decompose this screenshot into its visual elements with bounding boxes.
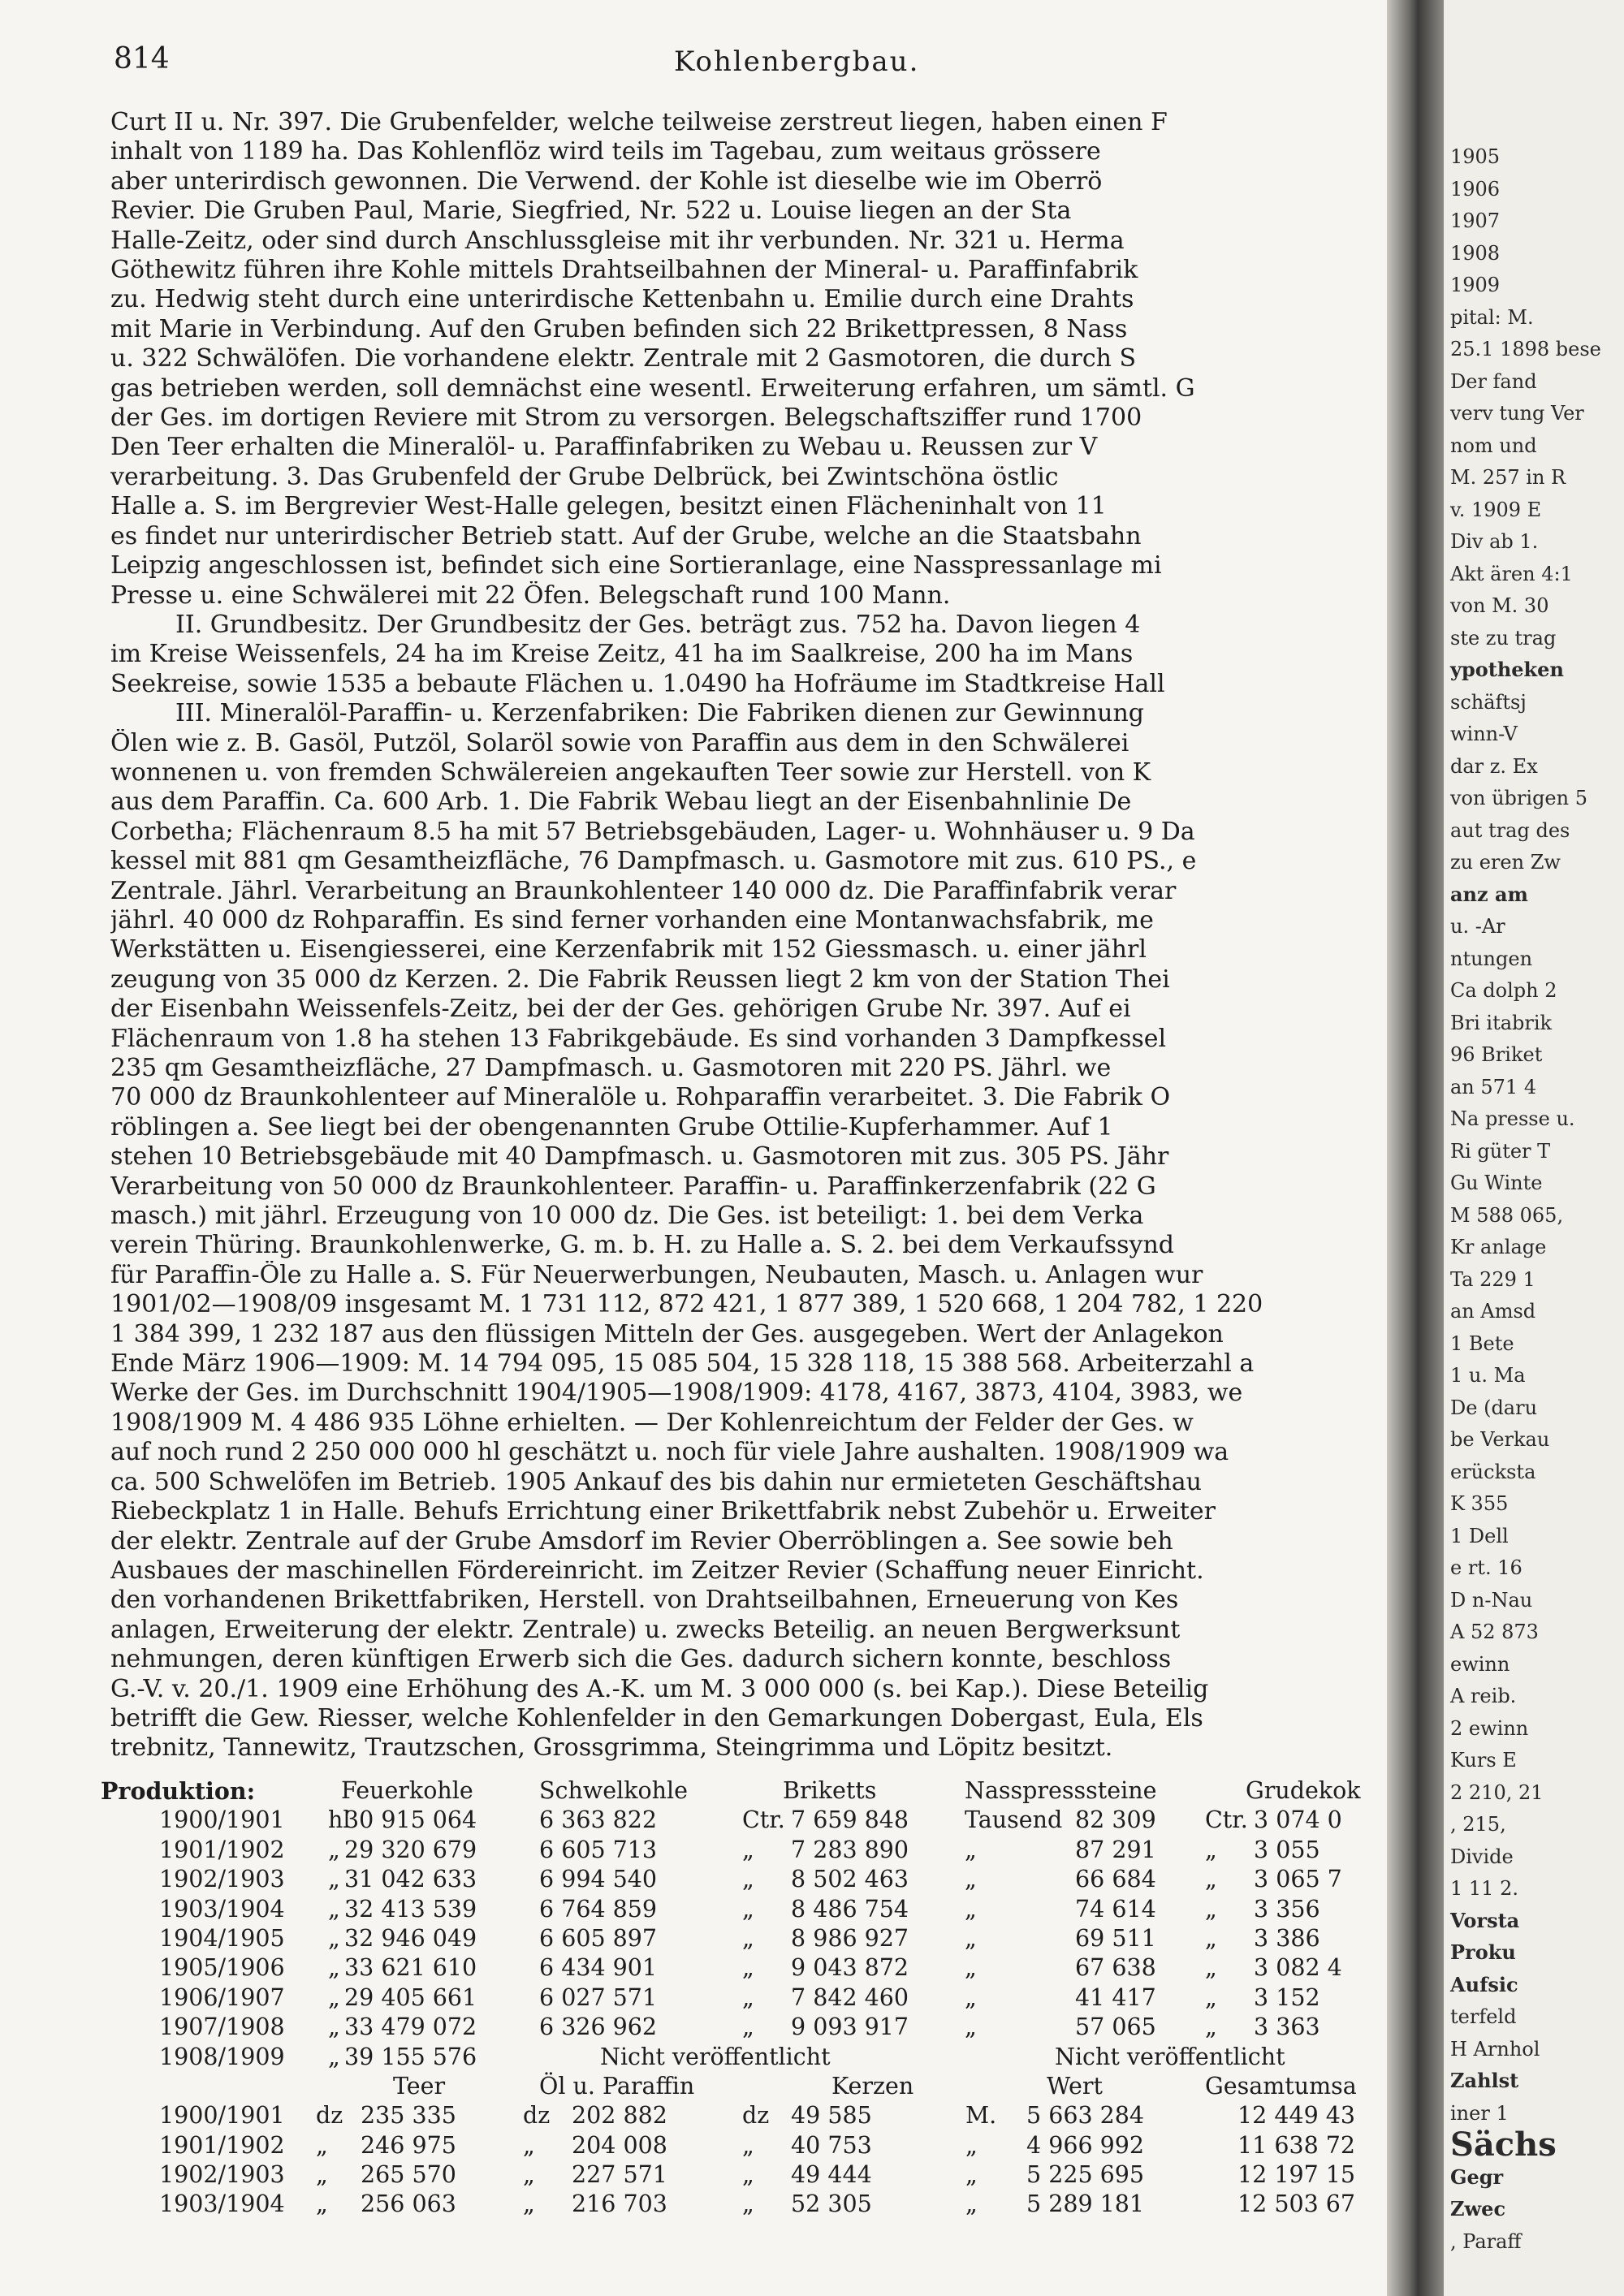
text-line: masch.) mit jährl. Erzeugung von 10 000 dz. Die Ges. ist beteiligt: 1. bei dem Verka	[110, 1202, 1144, 1231]
table-cell: 6 764 859	[539, 1895, 658, 1923]
fragment-line: Proku	[1450, 1940, 1516, 1964]
products-row	[101, 2160, 1387, 2190]
text-line: Verarbeitung von 50 000 dz Braunkohlenteer. Paraffin- u. Paraffinkerzenfabrik (22 G	[110, 1172, 1156, 1201]
table-cell: 4 966 992	[1026, 2131, 1145, 2159]
column-header: Schwelkohle	[539, 1777, 688, 1804]
fragment-line: Ca dolph 2	[1450, 979, 1557, 1002]
text-line: für Paraffin-Öle zu Halle a. S. Für Neuerwerbungen, Neubauten, Masch. u. Anlagen wur	[110, 1260, 1203, 1289]
page-number: 814	[114, 42, 170, 76]
production-row	[101, 2043, 1387, 2072]
fragment-line: u. -Ar	[1450, 915, 1505, 938]
fragment-line: an Amsd	[1450, 1300, 1536, 1323]
table-cell: 3 386	[1254, 1924, 1320, 1952]
table-cell: 52 305	[791, 2190, 872, 2218]
text-line: aus dem Paraffin. Ca. 600 Arb. 1. Die Fabrik Webau liegt an der Eisenbahnlinie De	[110, 788, 1132, 817]
table-cell: 3 065 7	[1254, 1866, 1342, 1893]
fragment-line: Divide	[1450, 1845, 1514, 1868]
fragment-line: winn-V	[1450, 723, 1518, 745]
fragment-line: Div ab 1.	[1450, 530, 1539, 553]
table-cell: 1907/1908	[159, 2013, 285, 2041]
fragment-line: 1907	[1450, 209, 1501, 232]
column-header: Feuerkohle	[341, 1777, 473, 1804]
production-row	[101, 1953, 1387, 1983]
table-cell: 7 283 890	[791, 1836, 909, 1863]
text-line: es findet nur unterirdischer Betrieb statt. Auf der Grube, welche an die Staatsbahn	[110, 521, 1142, 550]
fragment-line: 1906	[1450, 177, 1501, 201]
text-line: Zentrale. Jährl. Verarbeitung an Braunkohlenteer 140 000 dz. Die Paraffinfabrik verar	[110, 876, 1177, 905]
table-cell: 49 585	[791, 2102, 872, 2130]
fragment-line: Der fand	[1450, 369, 1537, 393]
table-cell: 1903/1904	[159, 2190, 285, 2218]
table-cell: „	[328, 2013, 340, 2041]
text-line: zu. Hedwig steht durch eine unterirdische Kettenbahn u. Emilie durch eine Drahts	[110, 285, 1134, 314]
text-line: Halle a. S. im Bergrevier West-Halle gelegen, besitzt einen Flächeninhalt von 11	[110, 492, 1107, 521]
fragment-line: 1 11 2.	[1450, 1877, 1518, 1900]
text-line: jährl. 40 000 dz Rohparaffin. Es sind ferner vorhanden eine Montanwachsfabrik, me	[110, 905, 1154, 934]
text-line: Presse u. eine Schwälerei mit 22 Öfen. Belegschaft rund 100 Mann.	[110, 580, 951, 610]
table-cell: „	[965, 2131, 978, 2159]
text-line: Leipzig angeschlossen ist, befindet sich eine Sortieranlage, eine Nasspressanlage mi	[110, 551, 1162, 580]
table-cell: 57 065	[1075, 2013, 1156, 2041]
table-cell: 1908/1909	[159, 2043, 285, 2070]
table-cell: „	[965, 2190, 978, 2218]
table-cell: 256 063	[361, 2190, 456, 2218]
table-cell: 12 449 43	[1237, 2102, 1356, 2130]
text-line: 1901/02—1908/09 insgesamt M. 1 731 112, 872 421, 1 877 389, 1 520 668, 1 204 782, 1 220	[110, 1290, 1263, 1319]
fragment-line: 2 210, 21	[1450, 1780, 1544, 1804]
text-line: 70 000 dz Braunkohlenteer auf Mineralöle u. Rohparaffin verarbeitet. 3. Die Fabrik O	[110, 1083, 1171, 1112]
table-cell: 30 915 064	[344, 1806, 477, 1834]
fragment-line: Akt ären 4:1	[1450, 562, 1573, 585]
products-row	[101, 2131, 1387, 2160]
text-line: verein Thüring. Braunkohlenwerke, G. m. b. H. zu Halle a. S. 2. bei dem Verkaufssynd	[110, 1231, 1175, 1260]
table-cell: 7 659 848	[791, 1806, 909, 1834]
production-row	[101, 1895, 1387, 1924]
table-cell: 40 753	[791, 2131, 872, 2159]
fragment-line: 1908	[1450, 241, 1501, 265]
fragment-line: 1 u. Ma	[1450, 1364, 1526, 1387]
fragment-line: Kr anlage	[1450, 1236, 1547, 1258]
text-line: Werke der Ges. im Durchschnitt 1904/1905—1908/1909: 4178, 4167, 3873, 4104, 3983, we	[110, 1379, 1243, 1408]
text-line: den vorhandenen Brikettfabriken, Herstell. von Drahtseilbahnen, Erneuerung von Kes	[110, 1586, 1179, 1615]
text-line: Seekreise, sowie 1535 a bebaute Flächen u. 1.0490 ha Hofräume im Stadtkreise Hall	[110, 669, 1165, 698]
table-cell: 12 503 67	[1237, 2190, 1356, 2218]
table-cell: Ctr.	[1205, 1806, 1248, 1834]
table-cell: 8 986 927	[791, 1924, 909, 1952]
right-page-fragment	[1444, 0, 1624, 2296]
fragment-line: 25.1 1898 bese	[1450, 338, 1601, 360]
production-row	[101, 1865, 1387, 1894]
table-cell: 1902/1903	[159, 2161, 285, 2189]
production-row	[101, 1836, 1387, 1865]
table-cell: „	[328, 1866, 340, 1893]
table-cell: 1904/1905	[159, 1924, 285, 1952]
fragment-line: D n-Nau	[1450, 1588, 1533, 1612]
table-cell: „	[742, 1895, 754, 1923]
table-cell: 66 684	[1075, 1866, 1156, 1893]
table-cell: „	[1205, 1924, 1217, 1952]
fragment-line: 1909	[1450, 274, 1501, 296]
text-line: Corbetha; Flächenraum 8.5 ha mit 57 Betriebsgebäuden, Lager- u. Wohnhäuser u. 9 Da	[110, 817, 1195, 846]
fragment-line: e rt. 16	[1450, 1556, 1522, 1579]
text-line: Halle-Zeitz, oder sind durch Anschlussgleise mit ihr verbunden. Nr. 321 u. Herma	[110, 226, 1125, 255]
body-text	[110, 108, 1387, 1763]
table-cell: 67 638	[1075, 1954, 1156, 1982]
text-line: aber unterirdisch gewonnen. Die Verwend. der Kohle ist dieselbe wie im Oberrö	[110, 166, 1103, 196]
table-cell: 204 008	[572, 2131, 667, 2159]
fragment-line: M 588 065,	[1450, 1203, 1564, 1227]
tables	[101, 1776, 1387, 2220]
table-cell: 6 434 901	[539, 1954, 658, 1982]
text-line: gas betrieben werden, soll demnächst eine wesentl. Erweiterung erfahren, um sämtl. G	[110, 373, 1195, 403]
table-cell: „	[328, 1983, 340, 2011]
table-cell: 246 975	[361, 2131, 456, 2159]
fragment-line: schäftsj	[1450, 690, 1527, 714]
table-cell: „	[742, 2161, 754, 2189]
table-cell: 1900/1901	[159, 1806, 285, 1834]
table-cell: „	[965, 1954, 977, 1982]
fragment-line: Na presse u.	[1450, 1107, 1575, 1130]
fragment-line: K 355	[1450, 1492, 1509, 1515]
products-row	[101, 2101, 1387, 2130]
table-cell: 3 074 0	[1254, 1806, 1342, 1834]
table-cell: 7 842 460	[791, 1983, 909, 2011]
fragment-line: von übrigen 5	[1450, 787, 1587, 809]
table-cell: 1900/1901	[159, 2102, 285, 2130]
text-line: betrifft die Gew. Riesser, welche Kohlenfelder in den Gemarkungen Dobergast, Eula, Els	[110, 1703, 1203, 1733]
table-cell: „	[1205, 1983, 1217, 2011]
table-cell: 29 405 661	[344, 1983, 477, 2011]
column-header: Briketts	[783, 1777, 877, 1804]
table-cell: „	[316, 2161, 328, 2189]
text-line: zeugung von 35 000 dz Kerzen. 2. Die Fabrik Reussen liegt 2 km von der Station Thei	[110, 965, 1170, 994]
text-line: der Eisenbahn Weissenfels-Zeitz, bei der der Ges. gehörigen Grube Nr. 397. Auf ei	[110, 995, 1131, 1024]
table-cell: 3 356	[1254, 1895, 1320, 1923]
text-line: Werkstätten u. Eisengiesserei, eine Kerzenfabrik mit 152 Giessmasch. u. einer jährl	[110, 935, 1147, 965]
table-cell: dz	[523, 2102, 551, 2130]
text-line: G.-V. v. 20./1. 1909 eine Erhöhung des A.-K. um M. 3 000 000 (s. bei Kap.). Diese Beteilig	[110, 1674, 1209, 1703]
text-line: Ausbaues der maschinellen Fördereinricht. im Zeitzer Revier (Schaffung neuer Einricht.	[110, 1556, 1204, 1585]
table-cell: „	[742, 1954, 754, 1982]
page-header	[114, 42, 1380, 91]
text-line: Ende März 1906—1909: M. 14 794 095, 15 085 504, 15 328 118, 15 388 568. Arbeiterzahl a	[110, 1349, 1255, 1379]
text-line: u. 322 Schwälöfen. Die vorhandene elektr. Zentrale mit 2 Gasmotoren, die durch S	[110, 344, 1137, 373]
fragment-line: terfeld	[1450, 2005, 1517, 2028]
table-cell: 87 291	[1075, 1836, 1156, 1863]
text-line: mit Marie in Verbindung. Auf den Gruben befinden sich 22 Brikettpressen, 8 Nass	[110, 314, 1128, 343]
fragment-line: ntungen	[1450, 947, 1533, 970]
fragment-line: v. 1909 E	[1450, 498, 1542, 521]
production-row	[101, 1924, 1387, 1953]
fragment-line: be Verkau	[1450, 1428, 1550, 1451]
table-cell: 227 571	[572, 2161, 667, 2189]
table-cell: 29 320 679	[344, 1836, 477, 1863]
fragment-line: Kurs E	[1450, 1749, 1517, 1772]
table-cell: „	[328, 1924, 340, 1952]
table-cell: „	[965, 1924, 977, 1952]
fragment-line: Ta 229 1	[1450, 1267, 1535, 1291]
text-line: trebnitz, Tannewitz, Trautzschen, Grossgrimma, Steingrimma und Löpitz besitzt.	[110, 1733, 1113, 1763]
table-cell: 39 155 576	[344, 2043, 477, 2070]
table-cell: 3 055	[1254, 1836, 1320, 1863]
table-cell: Nicht veröffentlicht	[600, 2043, 831, 2070]
fragment-line: Zwec	[1450, 2197, 1506, 2220]
book-gutter	[1387, 0, 1444, 2296]
table-cell: „	[742, 2190, 754, 2218]
table-cell: 6 363 822	[539, 1806, 658, 1834]
text-line: 1 384 399, 1 232 187 aus den flüssigen Mitteln der Ges. ausgegeben. Wert der Anlagekon	[110, 1319, 1224, 1349]
table-cell: „	[742, 2131, 754, 2159]
table-cell: 6 994 540	[539, 1866, 658, 1893]
table-cell: dz	[742, 2102, 770, 2130]
table-cell: „	[965, 2013, 977, 2041]
table-cell: „	[523, 2161, 535, 2189]
table-cell: 41 417	[1075, 1983, 1156, 2011]
table-cell: 8 502 463	[791, 1866, 909, 1893]
table-cell: 1905/1906	[159, 1954, 285, 1982]
table-cell: Kerzen	[831, 2072, 914, 2100]
table-cell: „	[1205, 1866, 1217, 1893]
fragment-line: A reib.	[1450, 1685, 1517, 1707]
table-cell: 3 152	[1254, 1983, 1320, 2011]
text-line: Flächenraum von 1.8 ha stehen 13 Fabrikgebäude. Es sind vorhanden 3 Dampfkessel	[110, 1024, 1167, 1053]
text-line: 1908/1909 M. 4 486 935 Löhne erhielten. — Der Kohlenreichtum der Felder der Ges. w	[110, 1408, 1194, 1437]
fragment-line: von M. 30	[1450, 594, 1549, 617]
table-cell: „	[742, 1983, 754, 2011]
text-line: Den Teer erhalten die Mineralöl- u. Paraffinfabriken zu Webau u. Reussen zur V	[110, 433, 1098, 462]
table-cell: 216 703	[572, 2190, 667, 2218]
table-cell: „	[328, 1895, 340, 1923]
table-cell: 6 605 713	[539, 1836, 658, 1863]
fragment-line: Sächs	[1450, 2126, 1557, 2164]
text-line: Curt II u. Nr. 397. Die Grubenfelder, welche teilweise zerstreut liegen, haben einen F	[110, 108, 1168, 136]
text-line: kessel mit 881 qm Gesamtheizfläche, 76 Dampfmasch. u. Gasmotore mit zus. 610 PS., e	[110, 847, 1197, 876]
table-cell: Tausend	[965, 1806, 1063, 1834]
text-line: stehen 10 Betriebsgebäude mit 40 Dampfmasch. u. Gasmotoren mit zus. 305 PS. Jähr	[110, 1142, 1169, 1172]
table-cell: 6 027 571	[539, 1983, 658, 2011]
table-cell: 33 479 072	[344, 2013, 477, 2041]
table-cell: 1901/1902	[159, 2131, 285, 2159]
fragment-line: nom und	[1450, 434, 1537, 457]
fragment-line: 1905	[1450, 145, 1501, 168]
table-cell: „	[965, 2161, 978, 2189]
table-cell: 11 638 72	[1237, 2131, 1356, 2159]
fragment-line: M. 257 in R	[1450, 466, 1566, 489]
fragment-line: pital: M.	[1450, 305, 1534, 329]
text-line: der Ges. im dortigen Reviere mit Strom zu versorgen. Belegschaftsziffer rund 1700	[110, 404, 1142, 433]
table-cell: M.	[965, 2102, 997, 2130]
table-cell: „	[742, 1924, 754, 1952]
production-row	[101, 2013, 1387, 2042]
fragment-line: Gu Winte	[1450, 1172, 1543, 1194]
text-line: II. Grundbesitz. Der Grundbesitz der Ges. beträgt zus. 752 ha. Davon liegen 4	[175, 610, 1141, 639]
table-cell: 12 197 15	[1237, 2161, 1356, 2189]
table-cell: 32 946 049	[344, 1924, 477, 1952]
text-line: Riebeckplatz 1 in Halle. Behufs Errichtung einer Brikettfabrik nebst Zubehör u. Erweiter	[110, 1497, 1216, 1526]
column-header: Grudekok	[1246, 1777, 1361, 1804]
table-cell: hl	[328, 1806, 351, 1834]
table-cell: „	[523, 2131, 535, 2159]
fragment-line: Bri itabrik	[1450, 1011, 1553, 1034]
table-cell: 5 663 284	[1026, 2102, 1145, 2130]
table-cell: „	[1205, 1836, 1217, 1863]
table-cell: 1902/1903	[159, 1866, 285, 1893]
table-cell: Öl u. Paraffin	[539, 2072, 695, 2100]
table-cell: dz	[316, 2102, 343, 2130]
text-line: im Kreise Weissenfels, 24 ha im Kreise Zeitz, 41 ha im Saalkreise, 200 ha im Mans	[110, 640, 1134, 669]
text-line: inhalt von 1189 ha. Das Kohlenflöz wird teils im Tagebau, zum weitaus grössere	[110, 137, 1101, 166]
table-cell: 9 093 917	[791, 2013, 909, 2041]
table-cell: 74 614	[1075, 1895, 1156, 1923]
table-cell: „	[316, 2190, 328, 2218]
column-header: Nasspresssteine	[965, 1777, 1157, 1804]
table-cell: „	[328, 2043, 340, 2070]
text-line: auf noch rund 2 250 000 000 hl geschätzt u. noch für viele Jahre aushalten. 1908/1909 wa	[110, 1438, 1229, 1467]
text-line: nehmungen, deren künftigen Erwerb sich die Ges. dadurch sichern konnte, beschloss	[110, 1645, 1172, 1674]
table-cell: 3 363	[1254, 2013, 1320, 2041]
table-cell: Nicht veröffentlicht	[1055, 2043, 1285, 2070]
production-row	[101, 1983, 1387, 2013]
fragment-line: A 52 873	[1450, 1621, 1539, 1643]
table-cell: 32 413 539	[344, 1895, 477, 1923]
production-row	[101, 1806, 1387, 1835]
text-line: anlagen, Erweiterung der elektr. Zentrale) u. zwecks Beteilig. an neuen Bergwerksunt	[110, 1615, 1181, 1644]
table-cell: 31 042 633	[344, 1866, 477, 1893]
table-cell: „	[523, 2190, 535, 2218]
fragment-line: Vorsta	[1450, 1908, 1520, 1932]
table-cell: „	[965, 1983, 977, 2011]
fragment-line: Gegr	[1450, 2164, 1504, 2189]
text-line: der elektr. Zentrale auf der Grube Amsdorf im Revier Oberröblingen a. See sowie beh	[110, 1526, 1173, 1556]
table-cell: 33 621 610	[344, 1954, 477, 1982]
table-cell: Teer	[393, 2072, 446, 2100]
fragment-line: iner 1	[1450, 2101, 1509, 2125]
table-cell: 6 605 897	[539, 1924, 658, 1952]
table-cell: „	[742, 2013, 754, 2041]
table-cell: 8 486 754	[791, 1895, 909, 1923]
fragment-line: Ri güter T	[1450, 1139, 1551, 1163]
running-title: Kohlenbergbau.	[674, 45, 920, 78]
table-cell: 265 570	[361, 2161, 456, 2189]
text-line: ca. 500 Schwelöfen im Betrieb. 1905 Ankauf des bis dahin nur ermieteten Geschäftshau	[110, 1467, 1202, 1496]
table-cell: 69 511	[1075, 1924, 1156, 1952]
products-header	[101, 2072, 1387, 2101]
table-cell: „	[742, 1866, 754, 1893]
fragment-line: H Arnhol	[1450, 2037, 1540, 2061]
table-cell: „	[965, 1866, 977, 1893]
table-cell: „	[742, 1836, 754, 1863]
fragment-line: ewinn	[1450, 1652, 1510, 1676]
fragment-line: zu eren Zw	[1450, 851, 1561, 874]
table-cell: „	[316, 2131, 328, 2159]
table-cell: Ctr.	[742, 1806, 785, 1834]
fragment-line: an 571 4	[1450, 1075, 1537, 1098]
table-cell: 82 309	[1075, 1806, 1156, 1834]
fragment-line: De (daru	[1450, 1396, 1538, 1419]
table-cell: 235 335	[361, 2102, 456, 2130]
table-cell: „	[965, 1895, 977, 1923]
fragment-line: dar z. Ex	[1450, 754, 1538, 778]
fragment-line: 2 ewinn	[1450, 1716, 1529, 1740]
table-cell: 1906/1907	[159, 1983, 285, 2011]
fragment-line: 1 Dell	[1450, 1524, 1509, 1547]
table-cell: 202 882	[572, 2102, 667, 2130]
text-line: verarbeitung. 3. Das Grubenfeld der Grube Delbrück, bei Zwintschöna östlic	[110, 462, 1059, 491]
production-header	[101, 1776, 1387, 1806]
text-line: III. Mineralöl-Paraffin- u. Kerzenfabriken: Die Fabriken dienen zur Gewinnung	[175, 699, 1144, 728]
text-line: wonnenen u. von fremden Schwälereien angekauften Teer sowie zur Herstell. von K	[110, 757, 1151, 787]
table-cell: „	[1205, 1954, 1217, 1982]
text-line: röblingen a. See liegt bei der obengenannten Grube Ottilie-Kupferhammer. Auf 1	[110, 1112, 1113, 1142]
table-cell: „	[1205, 2013, 1217, 2041]
text-line: Göthewitz führen ihre Kohle mittels Drahtseilbahnen der Mineral- u. Paraffinfabrik	[110, 256, 1138, 285]
text-line: 235 qm Gesamtheizfläche, 27 Dampfmasch. u. Gasmotoren mit 220 PS. Jährl. we	[110, 1054, 1112, 1082]
production-label: Produktion:	[101, 1777, 256, 1805]
text-line: Revier. Die Gruben Paul, Marie, Siegfried, Nr. 522 u. Louise liegen an der Sta	[110, 196, 1072, 226]
fragment-line: erücksta	[1450, 1460, 1536, 1483]
text-line: Ölen wie z. B. Gasöl, Putzöl, Solaröl sowie von Paraffin aus dem in den Schwälerei	[110, 728, 1129, 757]
fragment-line: Aufsic	[1450, 1972, 1518, 1996]
table-cell: Wert	[1047, 2072, 1103, 2100]
fragment-line: 1 Bete	[1450, 1331, 1514, 1355]
fragment-line: 96 Briket	[1450, 1043, 1543, 1066]
table-cell: Gesamtumsa	[1205, 2072, 1357, 2100]
fragment-line: , 215,	[1450, 1813, 1506, 1836]
fragment-line: ste zu trag	[1450, 626, 1557, 650]
fragment-line: ypotheken	[1450, 658, 1564, 681]
table-cell: „	[965, 1836, 977, 1863]
table-cell: 9 043 872	[791, 1954, 909, 1982]
table-cell: 1901/1902	[159, 1836, 285, 1863]
fragment-line: aut trag des	[1450, 818, 1570, 842]
table-cell: 3 082 4	[1254, 1954, 1342, 1982]
table-cell: „	[328, 1954, 340, 1982]
table-cell: 5 225 695	[1026, 2161, 1145, 2189]
table-cell: „	[328, 1836, 340, 1863]
table-cell: 5 289 181	[1026, 2190, 1145, 2218]
products-row	[101, 2190, 1387, 2219]
table-cell: 1903/1904	[159, 1895, 285, 1923]
fragment-line: , Paraff	[1450, 2229, 1522, 2253]
fragment-line: anz am	[1450, 882, 1528, 906]
fragment-line: Zahlst	[1450, 2069, 1519, 2092]
table-cell: „	[1205, 1895, 1217, 1923]
table-cell: 49 444	[791, 2161, 872, 2189]
fragment-line: verv tung Ver	[1450, 402, 1584, 425]
table-cell: 6 326 962	[539, 2013, 658, 2041]
